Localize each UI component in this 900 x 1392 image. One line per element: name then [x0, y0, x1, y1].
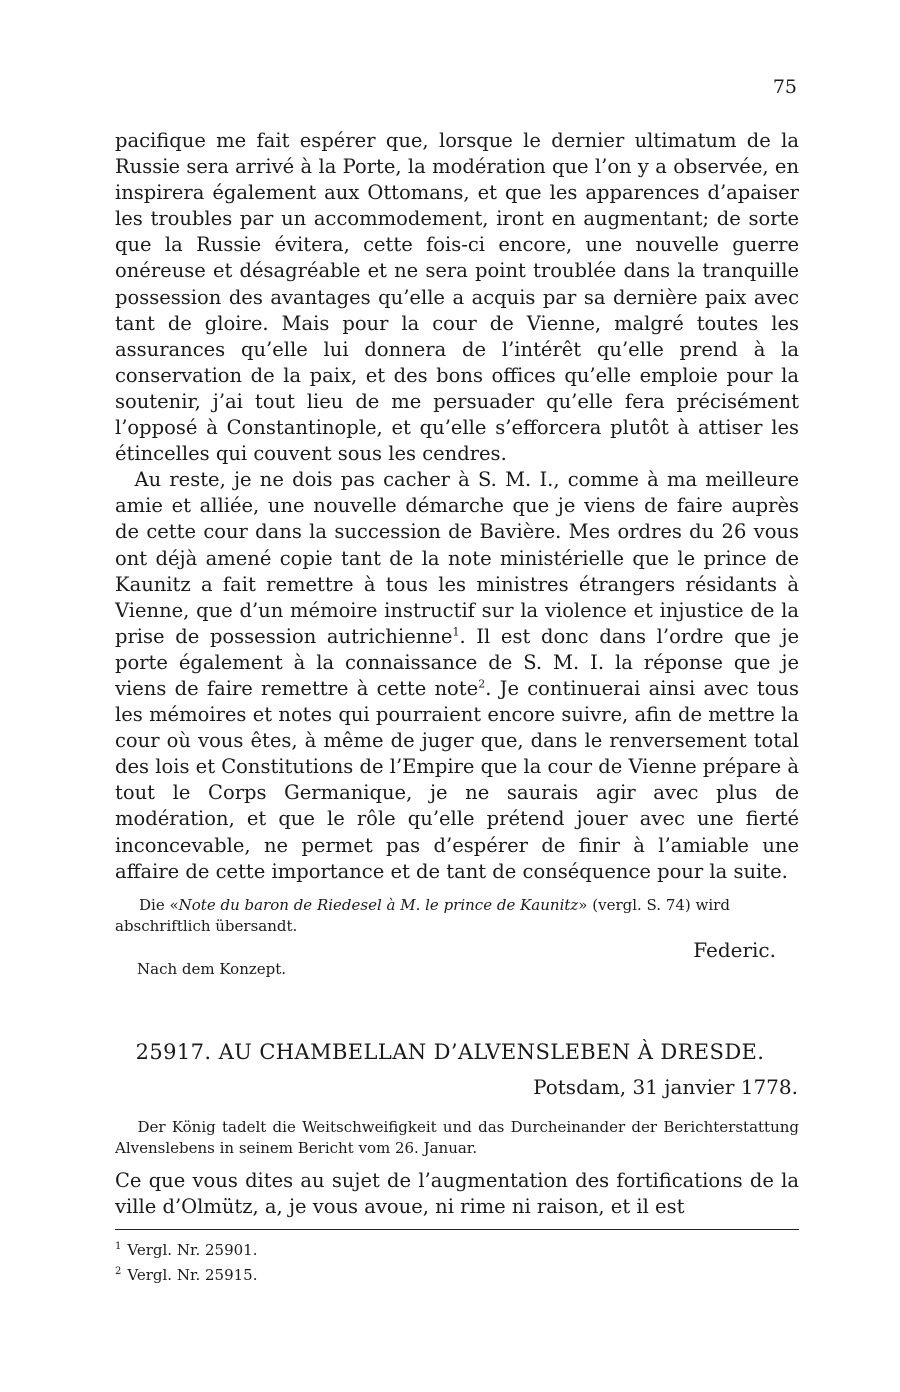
- footnotes: [115, 1236, 257, 1286]
- page-number: 75: [772, 76, 797, 98]
- source-note: Nach dem Konzept.: [137, 960, 287, 978]
- paragraph-1: pacifique me fait espérer que, lorsque le dernier ultimatum de la Russie sera arrivé à la Porte, la modération que l’on y a observée, en inspirera également aux Ottomans, et que les apparences d’apaiser les troubles par un accommodement, iront en augmentant; de sorte que la Russie évitera, cette fois-ci encore, une nouvelle guerre onéreuse et désagréable et ne sera point troublée dans la tranquille possession des avantages qu’elle a acquis par sa dernière paix avec tant de gloire. Mais pour la cour de Vienne, malgré toutes les assurances qu’elle lui donnera de l’intérêt qu’elle prend à la conservation de la paix, et des bons offices qu’elle emploie pour la soutenir, j’ai tout lieu de me persuader qu’elle fera précisément l’opposé à Constantinople, et qu’elle s’efforcera plutôt à attiser les étincelles qui couvent sous les cendres.: [115, 129, 799, 466]
- editorial-note-prefix: Die «: [139, 896, 179, 914]
- document-summary: Der König tadelt die Weitschweifigkeit und das Durcheinander der Berichterstattung Alvenslebens in seinem Bericht vom 26. Januar.: [115, 1118, 799, 1157]
- paragraph-2-part-a: Au reste, je ne dois pas cacher à S. M. I., comme à ma meilleure amie et alliée, une nouvelle démarche que je viens de faire auprès de cette cour dans la succession de Bavière. Mes ordres du 26 vous ont déjà amené copie tant de la note ministérielle que le prince de Kaunitz a fait remettre à tous les ministres étrangers résidants à Vienne, que d’un mémoire instructif sur la violence et injustice de la prise de possession autrichienne: [115, 468, 799, 648]
- main-text: [115, 128, 799, 885]
- paragraph-2-part-c: . Je continuerai ainsi avec tous les mémoires et notes qui pourraient encore suivre, afin de mettre la cour où vous êtes, à même de juger que, dans le renversement total des lois et Constitutions de l’Empire que la cour de Vienne prépare à tout le Corps Germanique, je ne saurais agir avec plus de modération, et que le rôle qu’elle prétend jouer avec une fierté inconcevable, ne permet pas d’espérer de finir à l’amiable une affaire de cette importance et de tant de conséquence pour la suite.: [115, 676, 800, 883]
- editorial-note: [115, 895, 799, 937]
- document-title: 25917. AU CHAMBELLAN D’ALVENSLEBEN À DRESDE.: [135, 1040, 765, 1064]
- footnote: [115, 1261, 257, 1286]
- footnote-reference-1: 1: [452, 625, 460, 639]
- footnote-text: Vergl. Nr. 25915.: [127, 1266, 258, 1284]
- editorial-note-suffix: » (vergl. S. 74) wird abschriftlich übersandt.: [115, 896, 730, 935]
- footnote-mark: 1: [115, 1241, 122, 1252]
- letter-text-start: Ce que vous dites au sujet de l’augmentation des fortifications de la ville d’Olmütz, a, je vous avoue, ni rime ni raison, et il est: [115, 1169, 799, 1218]
- footnote: [115, 1236, 257, 1261]
- footnote-reference-2: 2: [478, 677, 486, 691]
- footnote-divider: [115, 1229, 799, 1230]
- paragraph-2: [115, 467, 799, 885]
- footnote-text: Vergl. Nr. 25901.: [127, 1241, 258, 1259]
- document-date: Potsdam, 31 janvier 1778.: [533, 1075, 798, 1099]
- footnote-mark: 2: [115, 1266, 122, 1277]
- signature: Federic.: [693, 938, 776, 962]
- editorial-note-title: Note du baron de Riedesel à M. le prince de Kaunitz: [178, 896, 579, 914]
- paragraph-2-part-b: . Il est donc dans l’ordre que je porte également à la connaissance de S. M. I. la réponse que je viens de faire remettre à cette note: [115, 624, 800, 700]
